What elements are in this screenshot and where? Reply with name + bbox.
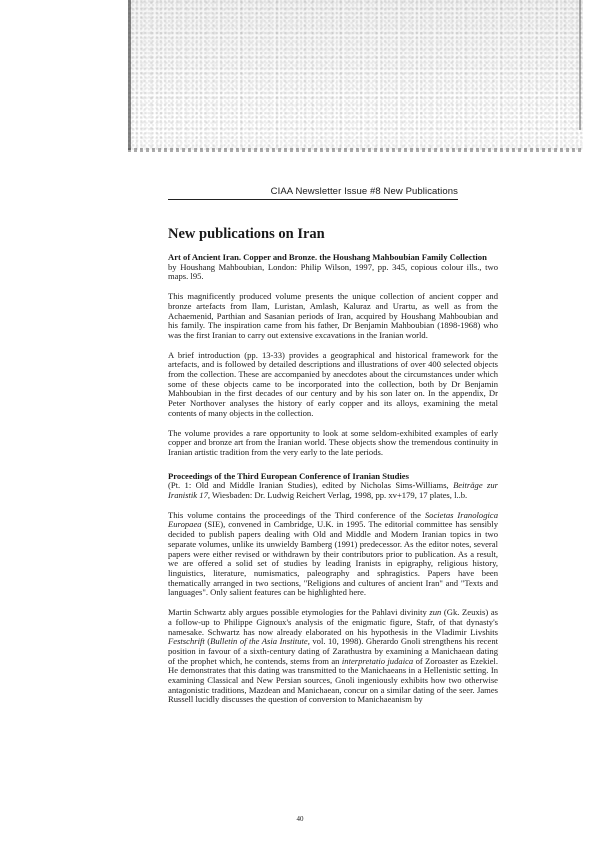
scan-border-right — [579, 0, 581, 130]
review-paragraph: Martin Schwartz ably argues possible etymologies for the Pahlavi divinity zun (Gk. Zeuxis) as a follow-up to Philippe Gignoux's analysis of the enigmatic figure, Stafr, of that dynasty's namesake. Schwartz has now already elaborated on his hypothesis in the Vladimir Livshits Festschrift (Bulletin of the Asia Institute, vol. 10, 1998). Gherardo Gnoli strengthens his recent position in favour of a sixth-century dating of Zarathustra by examining a Manichaean dating of the prophet which, he contends, stems from an interpretatio judaica of Zoroaster as Ezekiel. He demonstrates that this dating was transmitted to the Manichaeans in a Hellenistic setting. In examining Classical and New Persian sources, Gnoli ingeniously exhibits how two otherwise antagonistic traditions, Mazdean and Manichaean, concur on a similar dating of the seer. James Russell lucidly discusses the question of conversion to Manichaeanism by — [168, 607, 498, 705]
running-header: CIAA Newsletter Issue #8 New Publications — [270, 186, 458, 197]
article-body — [168, 253, 498, 705]
book-citation: by Houshang Mahboubian, London: Philip Wilson, 1997, pp. 345, copious colour ills., two maps. l95. — [168, 261, 498, 282]
book-title: Art of Ancient Iran. Copper and Bronze. the Houshang Mahboubian Family Collection — [168, 252, 487, 262]
publication-entry — [168, 472, 498, 705]
page-number: 40 — [296, 815, 304, 823]
scan-border-left — [128, 0, 131, 150]
review-paragraph: This magnificently produced volume presents the unique collection of ancient copper and bronze artefacts from Ilam, Luristan, Amlash, Kaluraz and Urartu, as well as from the Achaemenid, Parthian and Sasanian periods of Iran, acquired by Houshang Mahboubian and his family. The inspiration came from his father, Dr Benjamin Mahboubian (1898-1968) who was the first Iranian to carry out extensive excavations in the Iranian world. — [168, 291, 498, 340]
series-title: Beiträge zur Iranistik 17 — [168, 480, 498, 501]
review-paragraph: A brief introduction (pp. 13-33) provides a geographical and historical framework for the artefacts, and is followed by detailed descriptions and illustrations of over 400 selected objects from the collection. These are accompanied by anecdotes about the circumstances under which some of these objects came to be incorporated into the collection, both by Dr Benjamin Mahboubian in the first decades of our century and by his son later on. In the appendix, Dr Peter Northover analyses the history of early copper and its alloys, examining the metal contents of many objects in the collection. — [168, 349, 498, 418]
book-citation: (Pt. 1: Old and Middle Iranian Studies), edited by Nicholas Sims-Williams, Beiträge zur Iranistik 17, Wiesbaden: Dr. Ludwig Reichert Verlag, 1998, pp. xv+179, 17 plates, l..b. — [168, 480, 498, 501]
review-paragraph: This volume contains the proceedings of the Third conference of the Societas Iranologica Europaea (SIE), convened in Cambridge, U.K. in 1995. The editorial committee has sensibly decided to publish papers dealing with Old and Middle and Modern Iranian topics in two separate volumes, unlike its unwieldy Bamberg (1991) predecessor. As the editor notes, several papers were either revised or withdrawn by their contributors prior to publication. As a result, we are offered a solid set of studies by leading Iranists in epigraphy, religious history, linguistics, literature, numismatics, paleography and sphragistics. Papers have been thematically arranged in two sections, "Religions and cultures of ancient Iran" and "Texts and languages". Only salient features can be highlighted here. — [168, 509, 498, 598]
page-title: New publications on Iran — [168, 226, 325, 242]
scanned-image-top — [128, 0, 583, 150]
book-title: Proceedings of the Third European Conference of Iranian Studies — [168, 470, 409, 481]
publication-entry — [168, 253, 498, 458]
review-paragraph: The volume provides a rare opportunity to look at some seldom-exhibited examples of early copper and bronze art from the Iranian world. These objects show the tremendous continuity in Iranian artistic tradition from the very early to the late periods. — [168, 427, 498, 457]
scan-border-bottom — [128, 148, 583, 152]
header-rule — [168, 199, 458, 200]
